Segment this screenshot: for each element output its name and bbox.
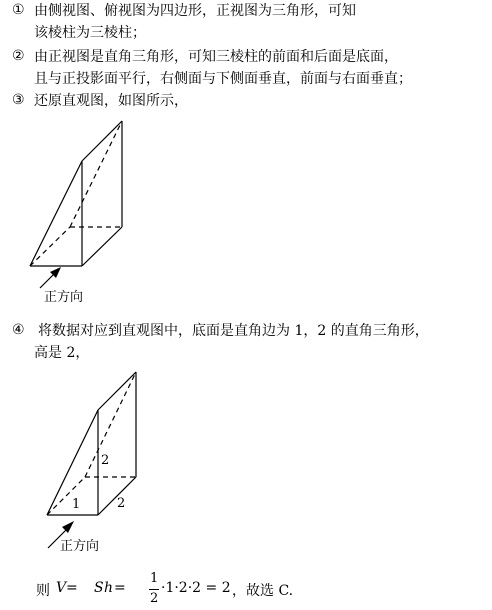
formula-denominator: 2 <box>150 591 159 606</box>
step2-line1: 由正视图是直角三角形，可知三棱柱的前面和后面是底面， <box>34 49 398 65</box>
formula-eq1: = <box>66 580 78 596</box>
fig2-top-edge <box>98 372 136 410</box>
fig2-arrow-label: 正方向 <box>60 539 100 554</box>
fig1-arrow-label: 正方向 <box>44 290 84 305</box>
step2-line2: 且与正投影面平行，右侧面与下侧面垂直，前面与右面垂直； <box>34 71 412 87</box>
formula-suffix: ，故选 C. <box>232 583 294 599</box>
step1-marker: ① <box>12 2 25 18</box>
fig2-arrow-head <box>62 521 74 533</box>
step2-marker: ② <box>12 48 25 64</box>
formula-expression: ·1·2·2 = 2 <box>161 580 231 596</box>
step1-line2: 该棱柱为三棱柱； <box>34 25 146 41</box>
formula-V: V <box>56 580 67 596</box>
formula-h: h <box>104 580 114 596</box>
step4-line2: 高是 2， <box>34 345 90 361</box>
step3-marker: ③ <box>12 92 25 108</box>
fig2-depth-label: 2 <box>117 496 126 511</box>
step4-line1: 将数据对应到直观图中，底面是直角边为 1，2 的直角三角形， <box>38 323 429 339</box>
fig2-height-label: 2 <box>101 453 110 468</box>
step1-line1: 由侧视图、俯视图为四边形，正视图为三角形，可知 <box>34 3 356 19</box>
formula-S: S <box>94 580 104 596</box>
step4-marker: ④ <box>12 322 25 338</box>
formula-eq2: = <box>114 580 126 596</box>
fig2-hidden-hypotenuse <box>85 372 136 477</box>
fraction-bar <box>149 589 159 590</box>
formula-prefix: 则 <box>36 583 50 599</box>
step3-line1: 还原直观图，如图所示， <box>34 93 188 109</box>
formula-numerator: 1 <box>150 571 159 586</box>
fig2-base-label: 1 <box>72 497 81 512</box>
